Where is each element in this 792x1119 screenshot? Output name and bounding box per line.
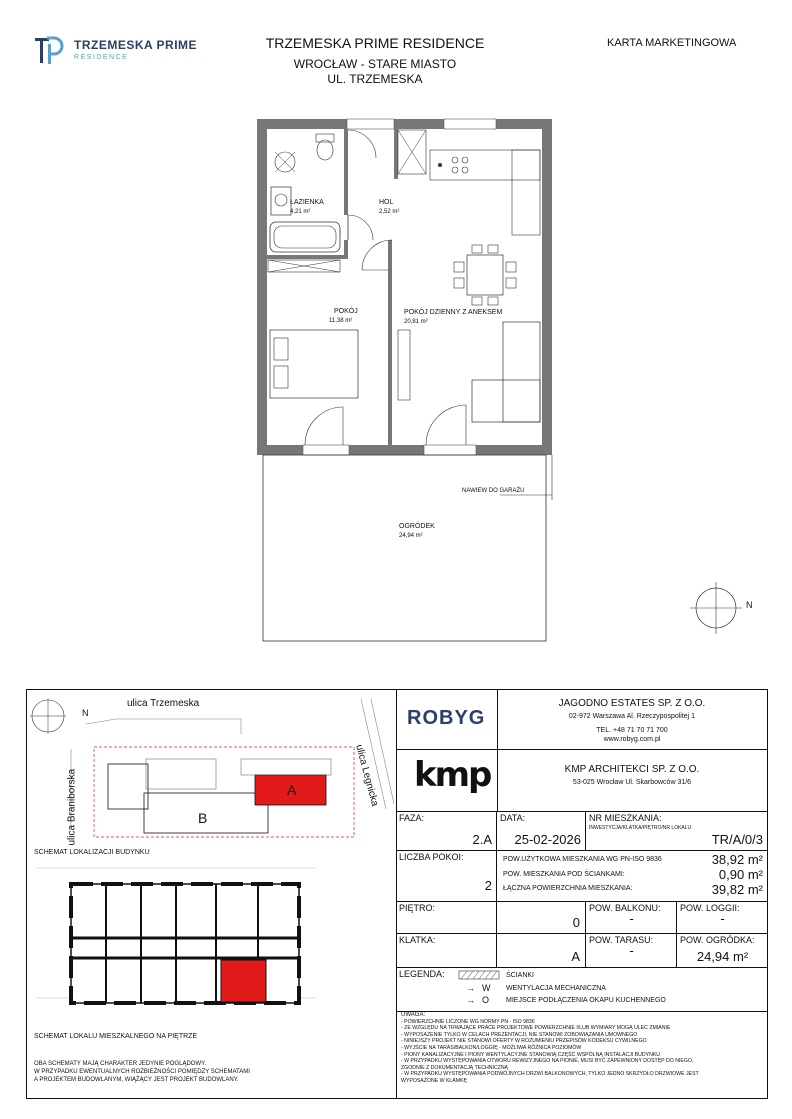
developer-name: JAGODNO ESTATES SP. Z O.O.: [558, 698, 706, 709]
note-line: - WYJŚCIE NA TARAS/BALKON/LOGGIĘ - MOŻLIWA RÓŻNICA POZIOMÓW: [401, 1044, 582, 1051]
note-line: WYPOSAŻONE W KLAMKĘ: [401, 1077, 468, 1084]
legend-symbol-w: W: [482, 983, 491, 993]
city: WROCŁAW - STARE MIASTO: [293, 57, 457, 71]
street: UL. TRZEMESKA: [327, 72, 423, 86]
terrace-value: -: [629, 943, 634, 958]
nr-value: TR/A/0/3: [711, 832, 763, 847]
room-area-living: 20,81 m²: [404, 319, 428, 325]
room-area-bedroom: 11,38 m²: [329, 318, 353, 324]
notes: [401, 1012, 699, 1085]
area-total-value: 39,82 m²: [711, 882, 763, 897]
site-north-label: N: [82, 708, 89, 718]
floor-value: 0: [572, 915, 580, 930]
area-usable-value: 38,92 m²: [711, 852, 763, 867]
ventilation-icon: →: [466, 983, 475, 993]
building-a-label: A: [287, 782, 297, 798]
logo-main-text: TRZEMESKA PRIME: [74, 38, 198, 52]
data-label: DATA:: [500, 813, 526, 823]
disclaimer-line-1: OBA SCHEMATY MAJĄ CHARAKTER JEDYNIE POGLĄDOWY.: [34, 1061, 207, 1067]
hood-icon: →: [466, 995, 475, 1005]
legend-item-ventilation: WENTYLACJA MECHANICZNA: [506, 985, 606, 992]
area-usable-label: POW.UŻYTKOWA MIESZKANIA WG PN-ISO 9836: [503, 856, 662, 863]
street-right-label: ulica Legnicka: [353, 743, 381, 808]
area-slope-value: 0,90 m²: [718, 867, 763, 882]
room-label-hall: HOL: [379, 199, 394, 206]
caption-floor: SCHEMAT LOKALU MIESZKALNEGO NA PIĘTRZE: [34, 1033, 198, 1040]
north-label: N: [746, 600, 753, 610]
nr-sub-label: INWESTYCJA/KLATKA/PIĘTRO/NR LOKALU: [589, 825, 692, 831]
legend-symbol-o: O: [482, 995, 490, 1005]
nr-label: NR MIESZKANIA:: [589, 813, 662, 823]
room-area-hall: 2,52 m²: [379, 209, 400, 215]
building-b-label: B: [198, 810, 208, 826]
room-label-bedroom: POKÓJ: [334, 308, 358, 315]
disclaimer-line-2: W PRZYPADKU EWENTUALNYCH ROZBIEŻNOŚCI POMIĘDZY SCHEMATAMI: [34, 1069, 250, 1075]
hatch-icon: [459, 971, 499, 981]
legend-item-walls: ŚCIANKI: [506, 972, 535, 979]
loggia-label: POW. LOGGII:: [680, 903, 740, 913]
developer-web: www.robyg.com.pl: [603, 736, 661, 743]
note-line: - W PRZYPADKU WYSTĘPOWANIA PODWÓJNYCH DRZWI BALKONOWYCH, TYLKO JEDNO SKRZYDŁO DRZWIOWE JEST: [401, 1071, 699, 1078]
caption-location: SCHEMAT LOKALIZACJI BUDYNKU: [34, 849, 150, 856]
garden-value: 24,94 m²: [696, 949, 749, 964]
architect-address: 53-025 Wrocław Ul. Skarbowców 31/6: [572, 779, 692, 786]
developer-phone: TEL. +48 71 70 71 700: [596, 727, 668, 734]
kmp-logo: kmp: [414, 755, 491, 795]
developer-address: 02-972 Warszawa Al. Rzeczypospolitej 1: [568, 713, 696, 720]
page-title: TRZEMESKA PRIME RESIDENCE: [265, 35, 485, 51]
room-label-garden: OGRÓDEK: [399, 523, 435, 530]
legend-item-hood: MIEJSCE PODŁĄCZENIA OKAPU KUCHENNEGO: [506, 997, 666, 1004]
card-type: KARTA MARKETINGOWA: [607, 37, 737, 49]
stair-label: KLATKA:: [399, 935, 436, 945]
faza-label: FAZA:: [399, 813, 425, 823]
rooms-label: LICZBA POKOI:: [399, 852, 464, 862]
terrace-label: POW. TARASU:: [589, 935, 654, 945]
garage-view-label: NAWIEW DO GARAŻU: [462, 488, 525, 494]
area-slope-label: POW. MIESZKANIA POD ŚCIANKAMI:: [503, 871, 625, 878]
room-area-garden: 24,94 m²: [399, 533, 423, 539]
faza-value: 2.A: [472, 832, 492, 847]
note-line: - W PRZYPADKU WYSTĘPOWANIA OTWORU REWIZYJNEGO NA PIONIE, MUSI BYĆ ZAPEWNIONY DOSTĘP DO NIEGO,: [401, 1058, 694, 1065]
loggia-value: -: [720, 911, 725, 926]
robyg-logo: ROBYG: [407, 707, 486, 729]
note-line: - PIONY KANALIZACYJNE I PIONY WENTYLACYJNE STANOWIĄ CZĘŚĆ WSPÓLNĄ INSTALACJI BUDYNKU: [401, 1051, 661, 1058]
room-label-bathroom: ŁAZIENKA: [290, 199, 324, 206]
balcony-label: POW. BALKONU:: [589, 903, 661, 913]
logo-sub-text: RESIDENCE: [74, 54, 129, 61]
street-top-label: ulica Trzemeska: [127, 698, 200, 709]
floor-label: PIĘTRO:: [399, 903, 436, 913]
rooms-value: 2: [484, 878, 492, 893]
garden-label: POW. OGRÓDKA:: [680, 935, 755, 945]
note-line: - ZE WZGLĘDU NA TRWAJĄCE PRACE PROJEKTOWE POWIERZCHNIE I/LUB WYMIARY MOGĄ ULEC ZMIANIE: [401, 1025, 671, 1032]
floor-scheme: [26, 858, 326, 1008]
room-area-bathroom: 4,21 m²: [290, 209, 311, 215]
notes-title: UWAGA:: [401, 1012, 426, 1018]
note-line: - NINIEJSZY PROJEKT NIE STANOWI OFERTY W ROZUMIENIU PRZEPISÓW KODEKSU CYWILNEGO: [401, 1038, 647, 1045]
balcony-value: -: [629, 911, 634, 926]
note-line: - POWIERZCHNIE LICZONE WG NORMY PN - ISO 9836: [401, 1018, 535, 1025]
room-label-living: POKÓJ DZIENNY Z ANEKSEM: [404, 309, 503, 316]
stair-value: A: [571, 949, 580, 964]
architect-name: KMP ARCHITEKCI SP. Z O.O.: [564, 764, 700, 775]
disclaimer-line-3: A PROJEKTEM BUDOWLANYM, WIĄŻĄCY JEST PROJEKT BUDOWLANY.: [34, 1077, 239, 1083]
data-value: 25-02-2026: [514, 832, 581, 847]
note-line: - WYPOSAŻENIE TYLKO W CELACH PREZENTACJI, NIE STANOWI ZOBOWIĄZANIA UMOWNEGO: [401, 1031, 638, 1038]
area-total-label: ŁĄCZNA POWIERZCHNIA MIESZKANIA:: [503, 885, 633, 892]
note-line: ZGODNIE Z DOKUMENTACJĄ TECHNICZNĄ: [401, 1064, 509, 1071]
legend-label: LEGENDA:: [399, 969, 445, 979]
street-left-label: ulica Braniborska: [66, 768, 78, 846]
